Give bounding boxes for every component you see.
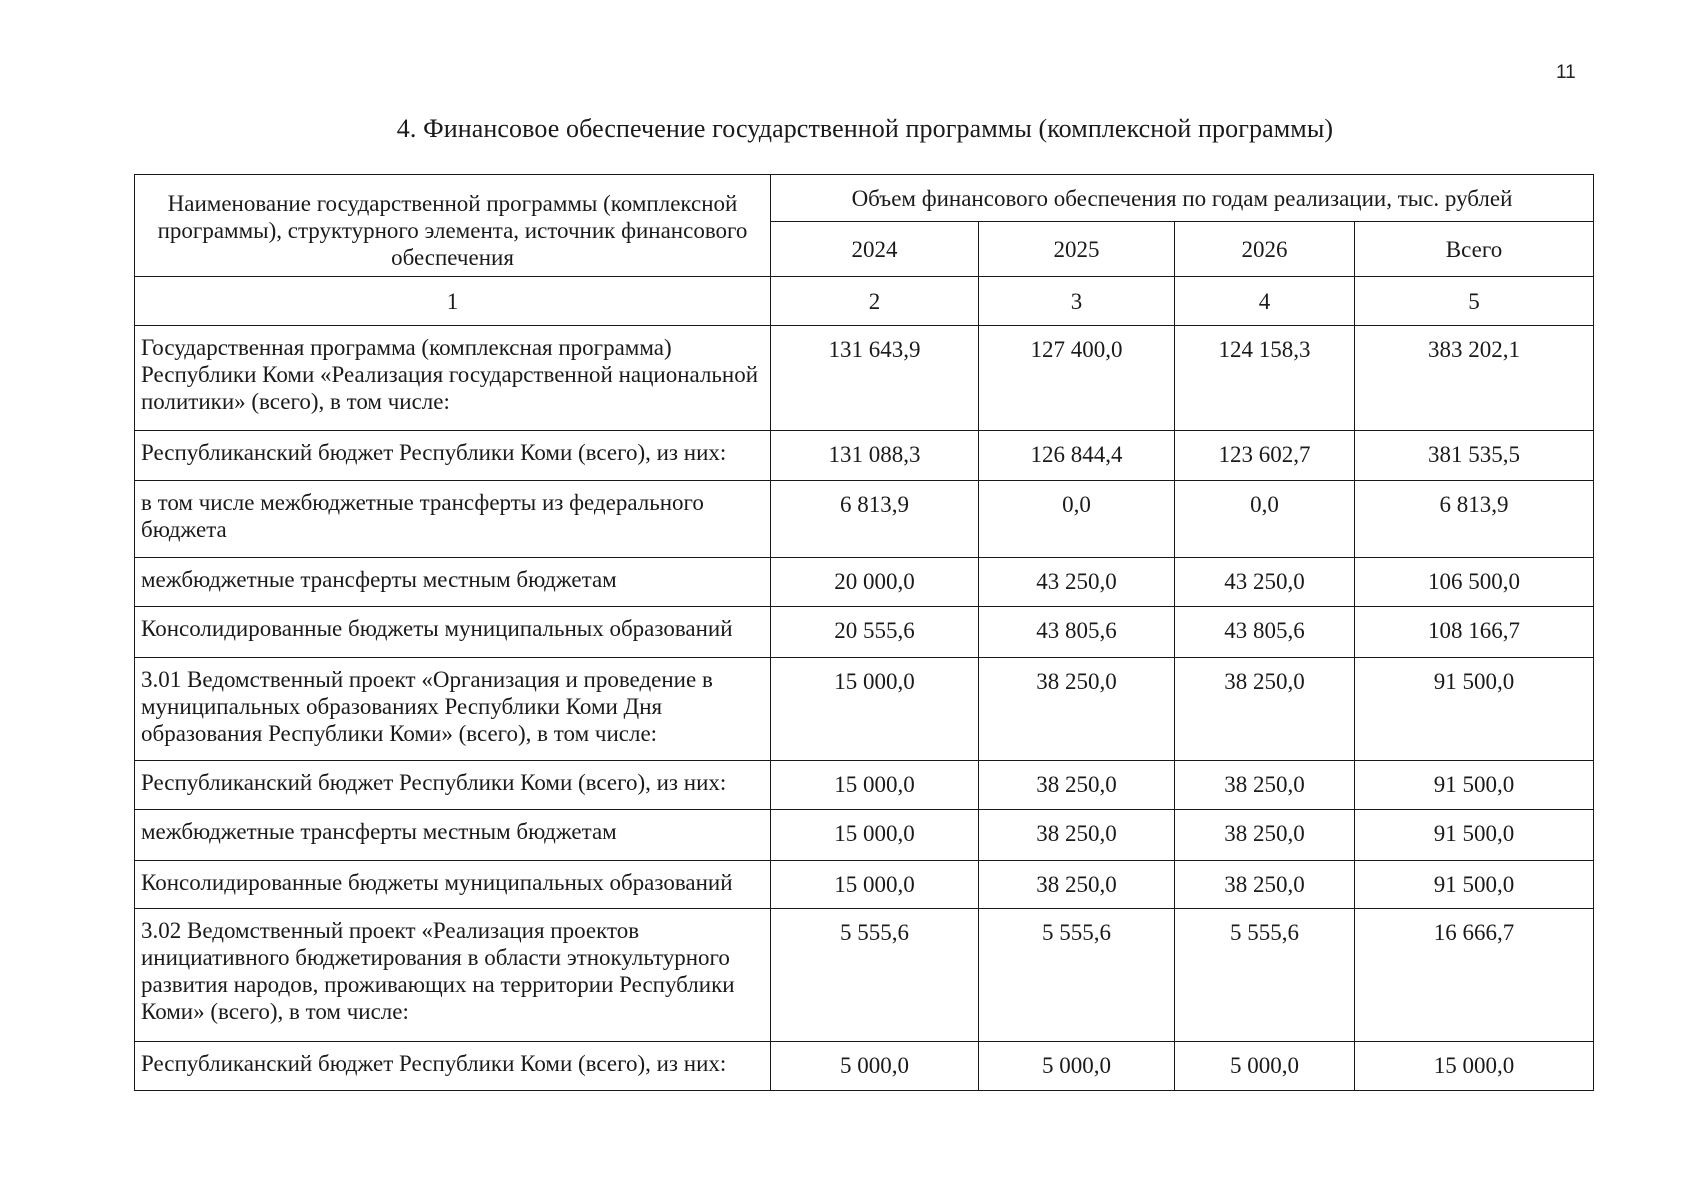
table-row [135, 326, 1594, 431]
value-total: 91 500,0 [1355, 658, 1594, 761]
row-label: Консолидированные бюджеты муниципальных образований [135, 861, 771, 909]
value-2025: 38 250,0 [979, 761, 1175, 810]
column-numbers-row [135, 277, 1594, 326]
row-label: Консолидированные бюджеты муниципальных образований [135, 607, 771, 658]
header-year-2024: 2024 [771, 222, 979, 277]
value-2026: 123 602,7 [1175, 431, 1355, 481]
table-row [135, 1042, 1594, 1091]
row-label: Республиканский бюджет Республики Коми (всего), из них: [135, 431, 771, 481]
table-row [135, 861, 1594, 909]
value-2024: 15 000,0 [771, 761, 979, 810]
value-2026: 0,0 [1175, 481, 1355, 558]
value-total: 381 535,5 [1355, 431, 1594, 481]
value-2025: 43 805,6 [979, 607, 1175, 658]
table-row [135, 658, 1594, 761]
table-row [135, 810, 1594, 861]
value-2024: 5 000,0 [771, 1042, 979, 1091]
value-2024: 131 088,3 [771, 431, 979, 481]
column-number: 1 [135, 277, 771, 326]
value-2026: 38 250,0 [1175, 861, 1355, 909]
column-number: 5 [1355, 277, 1594, 326]
value-2026: 5 000,0 [1175, 1042, 1355, 1091]
column-number: 4 [1175, 277, 1355, 326]
row-label: межбюджетные трансферты местным бюджетам [135, 810, 771, 861]
value-2024: 6 813,9 [771, 481, 979, 558]
value-2025: 126 844,4 [979, 431, 1175, 481]
value-2025: 38 250,0 [979, 861, 1175, 909]
value-2026: 43 250,0 [1175, 558, 1355, 607]
row-label: межбюджетные трансферты местным бюджетам [135, 558, 771, 607]
table-row [135, 607, 1594, 658]
row-label: 3.02 Ведомственный проект «Реализация проектов инициативного бюджетирования в области этнокультурного развития народов, проживающих на территории Республики Коми» (всего), в том числе: [135, 909, 771, 1042]
value-2024: 20 555,6 [771, 607, 979, 658]
financing-table [134, 174, 1594, 1091]
value-total: 15 000,0 [1355, 1042, 1594, 1091]
value-2025: 0,0 [979, 481, 1175, 558]
column-number: 3 [979, 277, 1175, 326]
value-2024: 15 000,0 [771, 861, 979, 909]
value-2025: 5 555,6 [979, 909, 1175, 1042]
value-2024: 15 000,0 [771, 810, 979, 861]
value-total: 91 500,0 [1355, 861, 1594, 909]
value-total: 106 500,0 [1355, 558, 1594, 607]
header-row [135, 175, 1594, 222]
header-year-2025: 2025 [979, 222, 1175, 277]
value-total: 91 500,0 [1355, 810, 1594, 861]
value-total: 383 202,1 [1355, 326, 1594, 431]
value-2026: 5 555,6 [1175, 909, 1355, 1042]
value-total: 108 166,7 [1355, 607, 1594, 658]
value-2024: 20 000,0 [771, 558, 979, 607]
value-2024: 5 555,6 [771, 909, 979, 1042]
table-row [135, 431, 1594, 481]
row-label: Республиканский бюджет Республики Коми (всего), из них: [135, 1042, 771, 1091]
value-2025: 38 250,0 [979, 658, 1175, 761]
table-row [135, 558, 1594, 607]
value-2026: 38 250,0 [1175, 761, 1355, 810]
row-label: в том числе межбюджетные трансферты из федерального бюджета [135, 481, 771, 558]
value-total: 6 813,9 [1355, 481, 1594, 558]
row-label: Республиканский бюджет Республики Коми (всего), из них: [135, 761, 771, 810]
header-volume-cell: Объем финансового обеспечения по годам реализации, тыс. рублей [771, 175, 1594, 222]
value-2026: 43 805,6 [1175, 607, 1355, 658]
section-title: 4. Финансовое обеспечение государственной программы (комплексной программы) [396, 114, 1334, 143]
value-2025: 127 400,0 [979, 326, 1175, 431]
header-name-cell: Наименование государственной программы (комплексной программы), структурного элемента, источник финансового обеспечения [135, 175, 771, 277]
value-total: 16 666,7 [1355, 909, 1594, 1042]
header-total: Всего [1355, 222, 1594, 277]
value-total: 91 500,0 [1355, 761, 1594, 810]
table-row [135, 909, 1594, 1042]
row-label: 3.01 Ведомственный проект «Организация и проведение в муниципальных образованиях Республики Коми Дня образования Республики Коми» (всего), в том числе: [135, 658, 771, 761]
page-number: 11 [1556, 62, 1576, 83]
value-2026: 124 158,3 [1175, 326, 1355, 431]
value-2026: 38 250,0 [1175, 658, 1355, 761]
table-row [135, 481, 1594, 558]
row-label: Государственная программа (комплексная программа) Республики Коми «Реализация государственной национальной политики» (всего), в том числе: [135, 326, 771, 431]
header-year-2026: 2026 [1175, 222, 1355, 277]
column-number: 2 [771, 277, 979, 326]
value-2026: 38 250,0 [1175, 810, 1355, 861]
value-2025: 38 250,0 [979, 810, 1175, 861]
value-2025: 43 250,0 [979, 558, 1175, 607]
value-2024: 15 000,0 [771, 658, 979, 761]
table-row [135, 761, 1594, 810]
value-2024: 131 643,9 [771, 326, 979, 431]
value-2025: 5 000,0 [979, 1042, 1175, 1091]
